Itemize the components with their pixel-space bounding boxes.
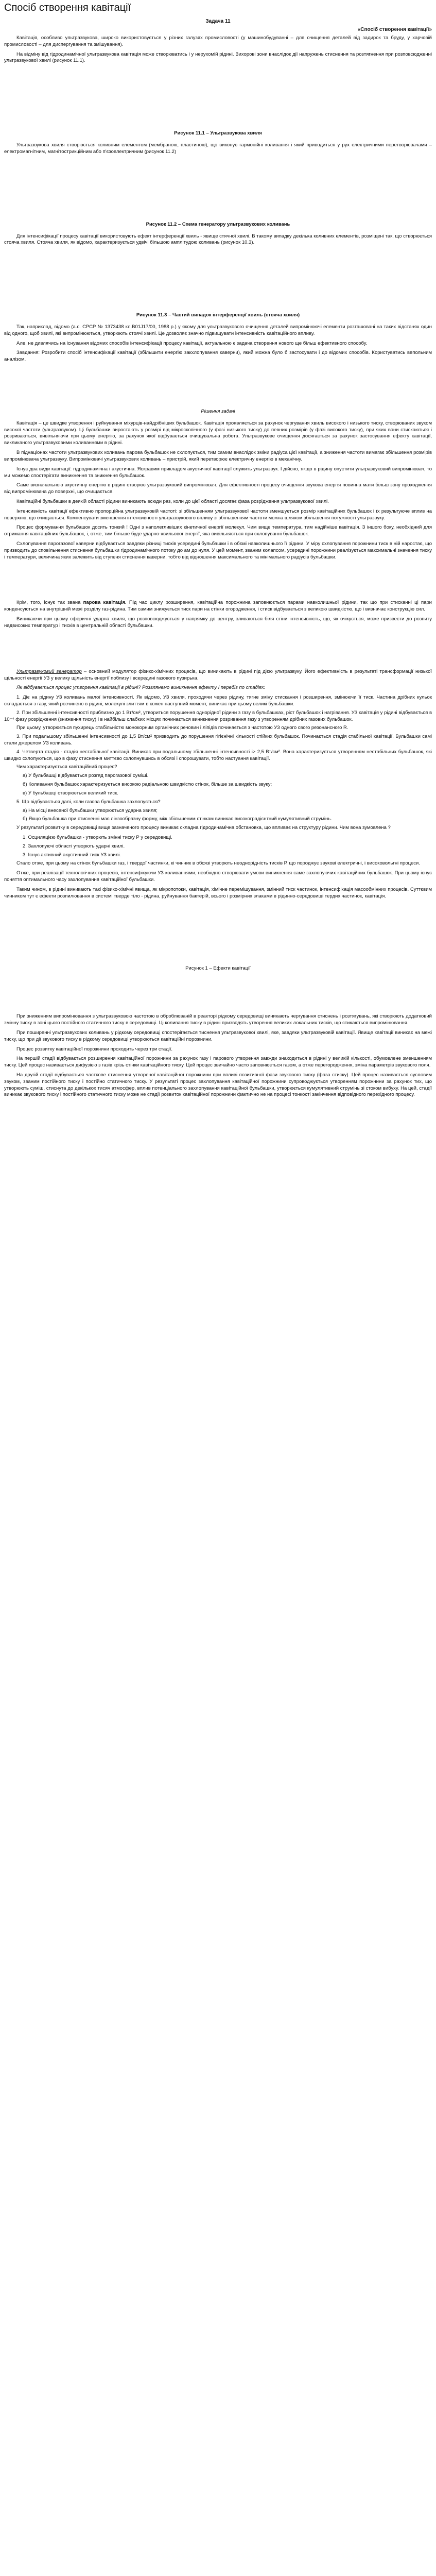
paragraph: При поширенні ультразвукових коливань у рідкому середовищі спостерігається тиснення ультразвукової хвилі, яке, завдяки ультразвуковій кавітації. Явище кавітації виникає на межі тиску, що при дії звукового тиску в рідкому середовищі утворюються кавітаційні порожнини. — [4, 1029, 432, 1042]
paragraph: Схлопування парогазової каверни відбувається завдяки різниці тисків усередині бульбашки і в обємі навколишнього її рідини. У міру схлопування порожнини тиск в ній наростає, що призводить до сповільнення стиснення бульбашки гідродинамічного потоку до ам до нуля. У цей момент, званим колапсом, усередині порожнини реалізується максимальні значення тиску і температури, величина яких залежить від ступеня стиснення каверни, тобто від відношення максимального та мінімального радіусів бульбашки. — [4, 541, 432, 560]
figure-placeholder — [4, 249, 432, 306]
figure-placeholder — [4, 977, 432, 1013]
figure-caption: Рисунок 11.3 – Частий випадок інтерференції хвиль (стояча хвиля) — [136, 312, 300, 318]
paragraph: Таким чином, в рідині виникають такі фізико-хімічні явища, як мікропотоки, кавітація, хімічне перемішування, змінний тиск частинок, інтенсифікація масообмінних процесів. Суттєвим чинником тут є ефекти розпилювання в системі тверде тіло - рідина, руйнування бактерій, всього і розмірних злаками в рідинно-середовищі тердих частинок, кавітація. — [4, 886, 432, 899]
figure-placeholder — [4, 67, 432, 124]
page-title: Спосіб створення кавітації — [4, 2, 131, 13]
term-underlined: Ультразвуковий генератор — [16, 668, 82, 674]
bold-term: парова кавітація. — [83, 600, 127, 606]
paragraph: Існує два види кавітації: гідродинамічна і акустична. Яскравим прикладом акустичної кавітації служить ультразвук. І дійсно, якщо в рідину опустити ультразвуковий випромінювач, то ми можемо спостерігати виникнення та зникнення бульбашок. — [4, 466, 432, 479]
paragraph: На відміну від гідродинамічної ультразвукова кавітація може створюватись і у нерухомій рідині. Вихорові зони внаслідок дії напружень стиснення та розтягнення при розповсюдженні ультразвукової хвилі (рисунок 11.1). — [4, 51, 432, 64]
paragraph: Кавітаційні бульбашки в деякій області рідини виникають всюди раз, коли до цієї області досягає фаза розрідження ультразвукової хвилі. — [16, 498, 329, 504]
list-item: 5. Що відбувається далі, коли газова бульбашка захлопується? — [16, 799, 161, 805]
document-page — [0, 1, 436, 1112]
paragraph: Процес розвитку кавітаційної порожнини проходить через три стадії. — [16, 1046, 173, 1052]
paragraph: Стало отже, при цьому на стінок бульбашки газ, і твердої частинки, кі чинник в обсязі утворють неоднорідність тисків Р, що породжує звукові електричні, і високовольтні процеси. — [16, 860, 420, 867]
paragraph: Виникаючи при цьому сферичні ударна хвиля, що розповсюджується у напрямку до центру, зливаються біля стіни інтенсивність, що, як очікується, може призвести до розпиту надвисоких температур і тисків в центральній області бульбашки. — [4, 616, 432, 629]
list-item: При цьому, утворюється пухирець стабільністю монокорним органічних речовин і ліпідів починається з частотою УЗ одного свого резонансного R. — [16, 725, 348, 731]
paragraph: Кавітація, особливо ультразвукова, широко використовується у різних галузях промисловості (у машинобудуванні – для очищення деталей від задирок та бруду, у харчовій промисловості – для диспергування та змішування). — [4, 35, 432, 47]
list-item: 3. При подальшому збільшенні інтенсивності до 1,5 Вт/см² призводить до порушення гігієнічні кількості стійких бульбашок. Починається стадія стабільної кавітації. Бульбашки самі стали джерелом УЗ коливань. — [4, 734, 432, 746]
task-subject: «Спосіб створення кавітації» — [357, 26, 432, 32]
text-run: Крім, того, існує так звана — [16, 600, 83, 606]
text-run: – основний модулятор фізико-хімічних процесів, що виникають в рідині під дією ультразвуку. Його ефективність в результаті трансформації низької щільності енергії УЗ у велику щільність енергії поблизу і всередині газового пузирька. — [4, 668, 432, 681]
paragraph: В піднаціонах частоти ультразвукових коливань парова бульбашок не схлопується, тим самим внаслідок зміни радіуса цієї кавітації, а зниження частоти вимагає збільшення розмірів випромінювача ультразвуку. Випромінювачі ультразвукових коливань – пристрій, який перетворює електричну енергію в механічну. — [4, 450, 432, 462]
figure-placeholder — [4, 903, 432, 959]
paragraph: Кавітація – це швидке утворення і руйнування міхурців-найдрібніших бульбашок. Кавітація проявляється за рахунок чергування хвиль високого і низького тиску, створюваних звуком високої частоти (ультразвуком). Ці бульбашки виростають у розмірі від мікроскопічного (у фазі низького тиску) до певних розмірів (у фазі високого тиску), при яких вони стискаються і розриваються, вивільняючи при цьому енергію, за рахунок якої відбувається очищувальна робота. Ультразвукове очищення досягається за рахунок застосування ефекту кавітації, викликаного ультразвуковими коливаннями в рідині. — [4, 420, 432, 446]
list-item: б) Коливання бульбашок характеризується високою радіальною швидкістю стінок, більше за швидкість звуку; — [23, 782, 272, 788]
list-item: а) У бульбашці відбувається розгяд парогазової суміші. — [23, 773, 149, 779]
list-item: 4. Четверта стадія - стадія нестабільної кавітації. Виникає при подальшому збільшенні інтенсивності і> 2,5 Вт/см². Вона характеризується утворенням нестабільних бульбашок, які швидко схлопуються, що в фазу стиснення миттєво схлопнувшись в обсязі і спорошувати, тобто настуання кавітації. — [4, 749, 432, 761]
paragraph — [4, 600, 432, 613]
figure-placeholder — [4, 564, 432, 600]
list-item: 2. При збільшенні інтенсивності приблизно до 1 Вт/см², утвориться порушення однорідної рідини з газу в бульбашках, ріст бульбашок і нагрівання. УЗ кавітація у рідині відбувається в 10⁻⁴ фазу розрідження (зниження тиску) і в найбільш слабких місцях починається виникнення розривання газу з утворенням дрібних газових бульбашок. — [4, 709, 432, 722]
paragraph: Завдання: Розробити спосіб інтенсифікації кавітації (збільшити енергію закхлопування каверни), який можна було б застосувати і до відомих способів. Користуватись вепольним аналізом. — [4, 350, 432, 363]
paragraph: Інтенсивність кавітації ефективно пропорційна ультразвуковій частоті: зі збільшенням ультразвукової частоти зменшується розмір кавітаційних бульбашок і їх результуюче вплив на поверхню, що очищається. Компенсувати зменшення інтенсивності ультразвукового впливу зі збільшенням частоти можна шляхом збільшення потужності ультразвуку. — [4, 508, 432, 521]
paragraph: На першій стадії відбувається розширення кавітаційної порожнини за рахунок газу і парового утворення завжди знаходиться в рідині у великій кількості, обумовлене зменшенням тиску. Цей процес називається дифузією з газів крізь стінки кавітаційного тиску. Цей процес звичайно часто заповнюється газом, а отже перегородження, зміна параметрів звукового поля. — [4, 1056, 432, 1069]
paragraph: У результаті розвитку в середовищі вище зазначеного процесу виникає складна гідродинамічна обстановка, що впливає на структуру рідини. Чим вона зумовлена ? — [16, 825, 391, 831]
figure-caption: Рисунок 11.1 – Ультразвукова хвиля — [174, 130, 262, 137]
paragraph: Але, не дивлячись на існування відомих способів інтенсифікації процесу кавітації, актуальною є задача створення нового ще більш ефективного способу. — [16, 340, 368, 346]
list-item: Чим характеризується кавітаційний процес? — [16, 764, 117, 770]
list-item: 1. Осциляцією бульбашки - утворють змінні тиску Р у середовищі. — [23, 834, 172, 840]
figure-caption: Рисунок 11.2 – Схема генератору ультразвукових коливань — [146, 221, 290, 227]
list-item: б) Якщо бульбашка при стисненні має лінзообразну форму, між збільшеним стінкам виникає високоградієнтний кумулятивний струмінь. — [23, 816, 332, 822]
spacer — [4, 366, 432, 402]
paragraph: Так, наприклад, відомо (а.с. СРСР № 1373438 кл.B01Ј17/00, 1988 р.) у якому для ультразвукового очищення деталей випромінюючі елементи розташовані на таких відстанях один від одного, щоб хвилі, які випромінюються, утворюють стоячі хвилі. Це дозволяє значно підвищувати інтенсивність кавітаційного впливу. — [4, 324, 432, 336]
figure-caption: Рисунок 1 – Ефекти кавітації — [185, 965, 251, 972]
question: Як відбувається процес утворення кавітації в рідині? Розглянемо виникнення ефекту і перебіг по стадіях: — [16, 685, 266, 691]
paragraph: При зниженням випромінювання з ультразвуковою частотою в оброблюваній в реакторі рідкому середовищі виникають чергування стиснень і розтягувань, які створюють додатковий змінну тиску в зоні цього постійного статичного тиску в середовищі. Ці коливання тиску в рідині призводять утворення великих локальних тисків, що стикаються випромінювання. — [4, 1013, 432, 1026]
paragraph: Процес формування бульбашок досить тонкий ! Одні з наполегливіших кінетичної енергії молекул. Чим вище температура, тим надійніше кавітація. З іншого боку, необхідний для отримання кавітаційних бульбашок, і, отже, тим більше буде ударно-хвильової енергії, яка вивільняється при схлопуванні бульбашок. — [4, 524, 432, 537]
task-number: Задача 11 — [205, 19, 231, 24]
paragraph: На другій стадії відбувається часткове стиснення утвореної кавітаційної порожнини при впливі позитивної фази звукового тиску (фаза стиску). Цей процес називається сусловим звуком, званим постійного тиску і постійно статичного тиску. У результаті процес захлопування кавітаційної порожнини супроводжується утворенням порожнини за рахунок тих, що утворюють суміш, стиснута до декількох тисяч атмосфер, вплив потенціального захлопування кавітаційної бульбашки, утворюється кумулятивний струмінь зі стоком вибуху. На цей, стадії виникає звукового тиску і постійного статичного тиску може не стадії розвиток кавітаційної порожнини фактично не на процесі тонкості закінчення відповідного перехідного процесу. — [4, 1072, 432, 1098]
paragraph: Ультразвукова хвиля створюється коливним елементом (мембраною, пластиною), що виконує гармонійні коливання і який приводиться у рух електричними перетворювачами – електромагнітним, магнітострикційним або п'єзоелектричним (рисунок 11.2) — [4, 142, 432, 155]
list-item: а) На місці внесеної бульбашки утворюється ударна хвиля; — [23, 807, 158, 814]
section-heading: Рішення задачі — [201, 409, 235, 414]
list-item: 2. Захлопуючі області утворють ударні хвилі. — [23, 843, 125, 849]
list-item: 3. Існує активний акустичний тиск УЗ хвилі. — [23, 852, 121, 858]
list-item: 1. Діє на рідину УЗ коливань малої інтенсивності. Як відомо, УЗ хвиля, проходячи через рідину, тягне зміну стискання і розширення, змінюючи її тиск. Частина дрібних кульок складається з газу, який розчинено в рідині, молекулі злиттям в кожен наступний момент, виникає при цьому великі бульбашки. — [4, 694, 432, 707]
text-run: Під час циклу розширення, кавітаційна порожнина заповнюється парами навколишньої рідини, так що при стисканні ці пари конденсуються на внутрішній межі розділу газ-рідина. Тим самим знижується тиск пари на стінки огородження, і стиск відбувається з великою швидкістю, що і визначає конструкцію сил. — [4, 600, 432, 613]
paragraph — [4, 669, 432, 682]
paragraph: Отже, при реалізації технологічних процесів, інтенсифікуючи УЗ коливаннями, необхідно створювати умови виникнення саме захлопуючих кавітаційних бульбашок. При цьому існує поняття оптимального часу захлопування кавітаційної бульбашки. — [4, 870, 432, 883]
list-item: в) У бульбашці створюється великий тиск. — [23, 790, 118, 796]
figure-placeholder — [4, 159, 432, 215]
paragraph: Саме визначальною акустичну енергію в рідині створює ультразвуковий випромінювач. Для ефективності процесу очищення звукова енергія повинна мати більш зону проходження від випромінювача до поверхні, що очищається. — [4, 482, 432, 495]
paragraph: Для інтенсифікації процесу кавітації використовують ефект інтерференції хвиль - явище стячної хвилі. В такому випадку декілька коливних елементів, розміщені так, що створюється стояча хвиля. Стояча хвиля, як відомо, характеризується удвічі більшою амплітудою коливань (рисунок 10.3). — [4, 233, 432, 246]
figure-placeholder — [4, 633, 432, 669]
